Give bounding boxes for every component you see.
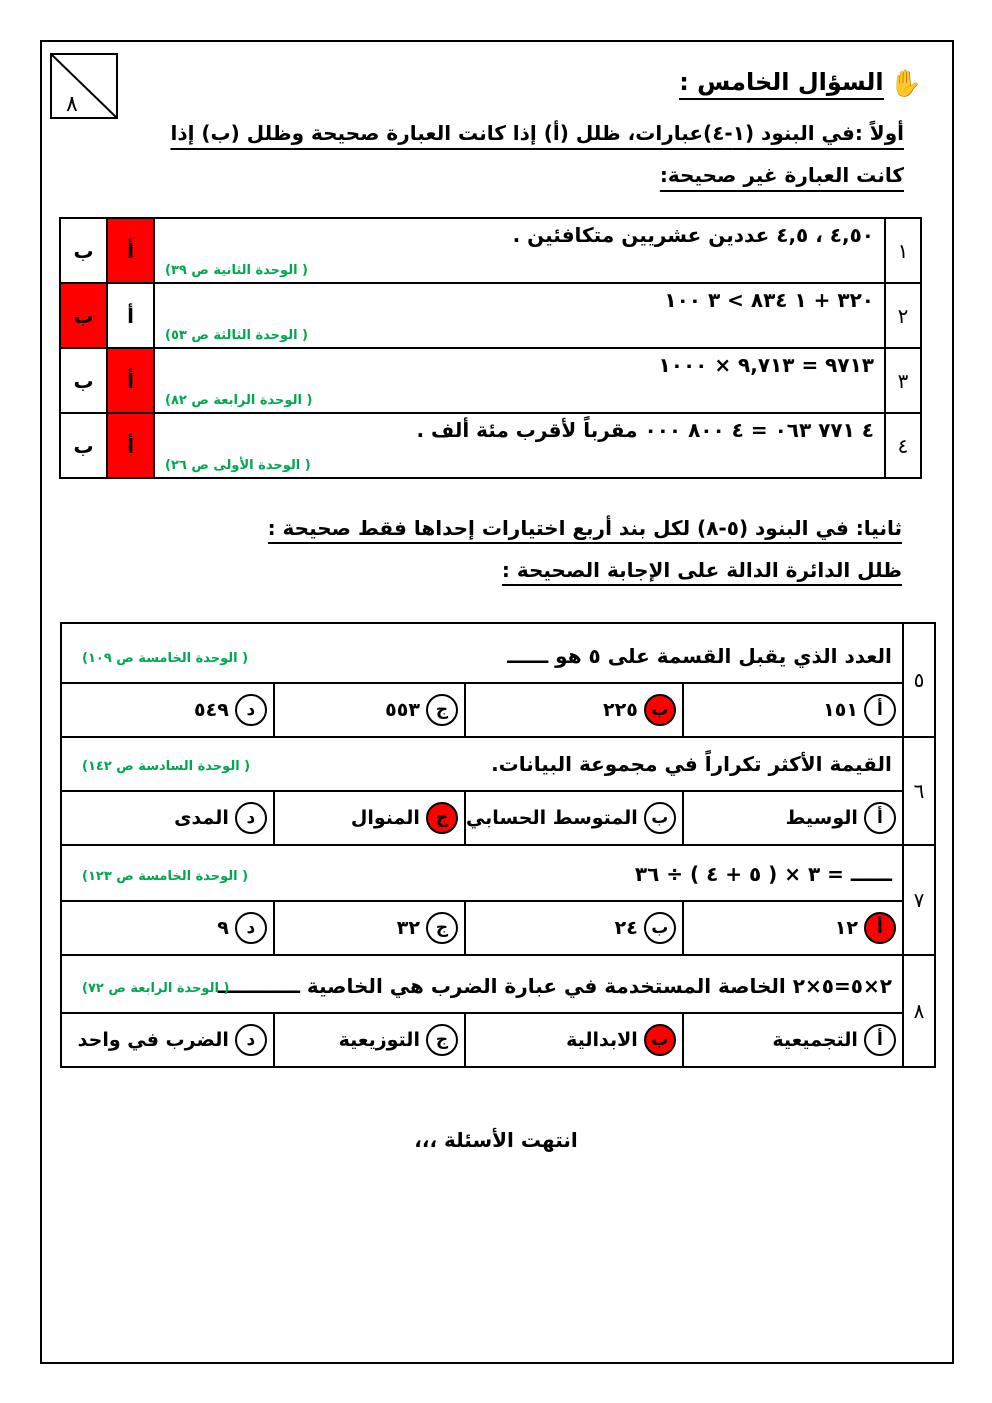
- part1-instruction: أولاً :في البنود (١-٤)عبارات، ظلل (أ) إذا كانت العبارة صحيحة وظلل (ب) إذا كانت العبارة غير صحيحة:: [170, 121, 904, 187]
- options-row: [61, 901, 935, 955]
- option-3[interactable]: [274, 1013, 465, 1067]
- unit-reference: ( الوحدة السادسة ص ١٤٢): [82, 759, 251, 774]
- statement-text: ٩٧١٣ = ٩,٧١٣ × ١٠٠٠: [658, 353, 874, 377]
- question-text: القيمة الأكثر تكراراً في مجموعة البيانات.: [491, 752, 892, 776]
- statement-cell: [154, 283, 885, 348]
- option-circle[interactable]: ب: [644, 912, 676, 944]
- question-row: [61, 737, 935, 791]
- option-value: المتوسط الحسابي: [465, 807, 638, 829]
- item-number: ٧: [903, 845, 935, 955]
- option-2[interactable]: [465, 1013, 683, 1067]
- unit-reference: ( الوحدة الثانية ص ٣٩): [165, 263, 308, 278]
- question-text: ٢×٥=٥×٢ الخاصة المستخدمة في عبارة الضرب هي الخاصية ــــــــــــ: [217, 974, 892, 998]
- statement-text: [416, 418, 874, 442]
- unit-reference: ( الوحدة الثالثة ص ٥٣): [165, 328, 308, 343]
- option-1[interactable]: [683, 1013, 903, 1067]
- answer-b-cell[interactable]: ب: [60, 283, 107, 348]
- item-number: ٨: [903, 955, 935, 1067]
- statement-text: ٣٢٠ + ١ ٨٣٤ > ٣ ١٠٠: [664, 288, 874, 312]
- option-3[interactable]: [274, 683, 465, 737]
- statement-cell: [154, 348, 885, 413]
- item-number: ١: [885, 218, 921, 283]
- question-title: [679, 68, 922, 100]
- option-value: الوسيط: [785, 807, 858, 829]
- score-diagonal: [52, 55, 116, 117]
- options-row: [61, 791, 935, 845]
- question-cell: [61, 845, 903, 901]
- answer-a-cell[interactable]: أ: [107, 413, 154, 478]
- option-value: الضرب في واحد: [77, 1029, 229, 1051]
- option-value: ٥٥٣: [385, 699, 420, 721]
- option-circle[interactable]: د: [235, 1024, 267, 1056]
- statement-text: ٤,٥٠ ، ٤,٥ عددين عشريين متكافئين .: [512, 223, 874, 247]
- score-box: [50, 53, 118, 119]
- option-value: التوزيعية: [338, 1029, 420, 1051]
- option-value: ١٢: [834, 917, 858, 939]
- unit-reference: ( الوحدة الخامسة ص ١٠٩): [82, 651, 249, 666]
- option-value: التجميعية: [772, 1029, 858, 1051]
- option-circle[interactable]: د: [235, 912, 267, 944]
- option-circle[interactable]: ج: [426, 802, 458, 834]
- option-value: ١٥١: [823, 699, 858, 721]
- part2-heading: ثانيا: في البنود (٥-٨) لكل بند أربع اختيارات إحداها فقط صحيحة :: [268, 516, 902, 544]
- question-cell: [61, 955, 903, 1013]
- option-value: المنوال: [350, 807, 420, 829]
- statement-suffix: مقرباً لأقرب مئة ألف .: [416, 418, 638, 442]
- option-circle[interactable]: ج: [426, 694, 458, 726]
- option-circle[interactable]: ب: [644, 1024, 676, 1056]
- option-value: ٣٢: [396, 917, 420, 939]
- statement-rhs: ٤ ٨٠٠ ٠٠٠: [644, 418, 744, 442]
- title-text: السؤال الخامس: [697, 68, 884, 96]
- option-4[interactable]: [61, 901, 274, 955]
- unit-reference: ( الوحدة الأولى ص ٢٦): [165, 458, 311, 473]
- option-2[interactable]: [465, 901, 683, 955]
- statement-lhs: ٤ ٧٧١ ٠٦٣: [774, 418, 874, 442]
- answer-b-cell[interactable]: ب: [60, 413, 107, 478]
- question-row: [61, 623, 935, 683]
- option-circle[interactable]: ب: [644, 802, 676, 834]
- question-row: [61, 845, 935, 901]
- option-circle[interactable]: ب: [644, 694, 676, 726]
- option-1[interactable]: [683, 791, 903, 845]
- option-4[interactable]: [61, 1013, 274, 1067]
- option-circle[interactable]: ج: [426, 1024, 458, 1056]
- item-number: ٣: [885, 348, 921, 413]
- option-circle[interactable]: ج: [426, 912, 458, 944]
- end-of-questions: انتهت الأسئلة ،،،: [414, 1128, 578, 1152]
- question-cell: [61, 737, 903, 791]
- question-text: العدد الذي يقبل القسمة على ٥ هو ــــــ: [507, 644, 892, 668]
- options-row: [61, 683, 935, 737]
- unit-reference: ( الوحدة الخامسة ص ١٢٣): [82, 869, 249, 884]
- question-row: [61, 955, 935, 1013]
- option-circle[interactable]: د: [235, 802, 267, 834]
- option-4[interactable]: [61, 791, 274, 845]
- option-2[interactable]: [465, 683, 683, 737]
- unit-reference: ( الوحدة الرابعة ص ٧٢): [82, 981, 230, 996]
- option-3[interactable]: [274, 901, 465, 955]
- multiple-choice-table: [60, 622, 936, 1068]
- option-circle[interactable]: أ: [864, 912, 896, 944]
- option-value: ٩: [217, 917, 229, 939]
- option-3[interactable]: [274, 791, 465, 845]
- question-text: ــــــ = ٣ × ( ٥ + ٤ ) ÷ ٣٦: [634, 862, 892, 886]
- option-1[interactable]: [683, 901, 903, 955]
- option-value: المدى: [174, 807, 229, 829]
- option-1[interactable]: [683, 683, 903, 737]
- score-value: ٨: [66, 92, 78, 117]
- option-circle[interactable]: أ: [864, 1024, 896, 1056]
- option-circle[interactable]: أ: [864, 694, 896, 726]
- unit-reference: ( الوحدة الرابعة ص ٨٢): [165, 393, 313, 408]
- option-value: ٥٤٩: [194, 699, 229, 721]
- title-colon: :: [679, 68, 689, 96]
- option-circle[interactable]: د: [235, 694, 267, 726]
- option-value: ٢٢٥: [603, 699, 638, 721]
- raised-hand-icon: ✋: [889, 69, 922, 99]
- item-number: ٦: [903, 737, 935, 845]
- answer-b-cell[interactable]: ب: [60, 218, 107, 283]
- statement-cell: [154, 218, 885, 283]
- answer-a-cell[interactable]: أ: [107, 218, 154, 283]
- options-row: [61, 1013, 935, 1067]
- statement-operator: =: [750, 418, 768, 442]
- option-value: ٢٤: [614, 917, 638, 939]
- part2-instruction: ظلل الدائرة الدالة على الإجابة الصحيحة :: [502, 558, 902, 586]
- true-false-table: [59, 217, 922, 479]
- option-2[interactable]: [465, 791, 683, 845]
- statement-row: [60, 413, 921, 478]
- answer-a-cell[interactable]: أ: [107, 348, 154, 413]
- statement-row: [60, 218, 921, 283]
- item-number: ٤: [885, 413, 921, 478]
- option-4[interactable]: [61, 683, 274, 737]
- option-circle[interactable]: أ: [864, 802, 896, 834]
- statement-row: [60, 283, 921, 348]
- item-number: ٢: [885, 283, 921, 348]
- question-cell: [61, 623, 903, 683]
- statement-cell: [154, 413, 885, 478]
- answer-b-cell[interactable]: ب: [60, 348, 107, 413]
- statement-row: [60, 348, 921, 413]
- option-value: الابدالية: [566, 1029, 638, 1051]
- item-number: ٥: [903, 623, 935, 737]
- answer-a-cell[interactable]: أ: [107, 283, 154, 348]
